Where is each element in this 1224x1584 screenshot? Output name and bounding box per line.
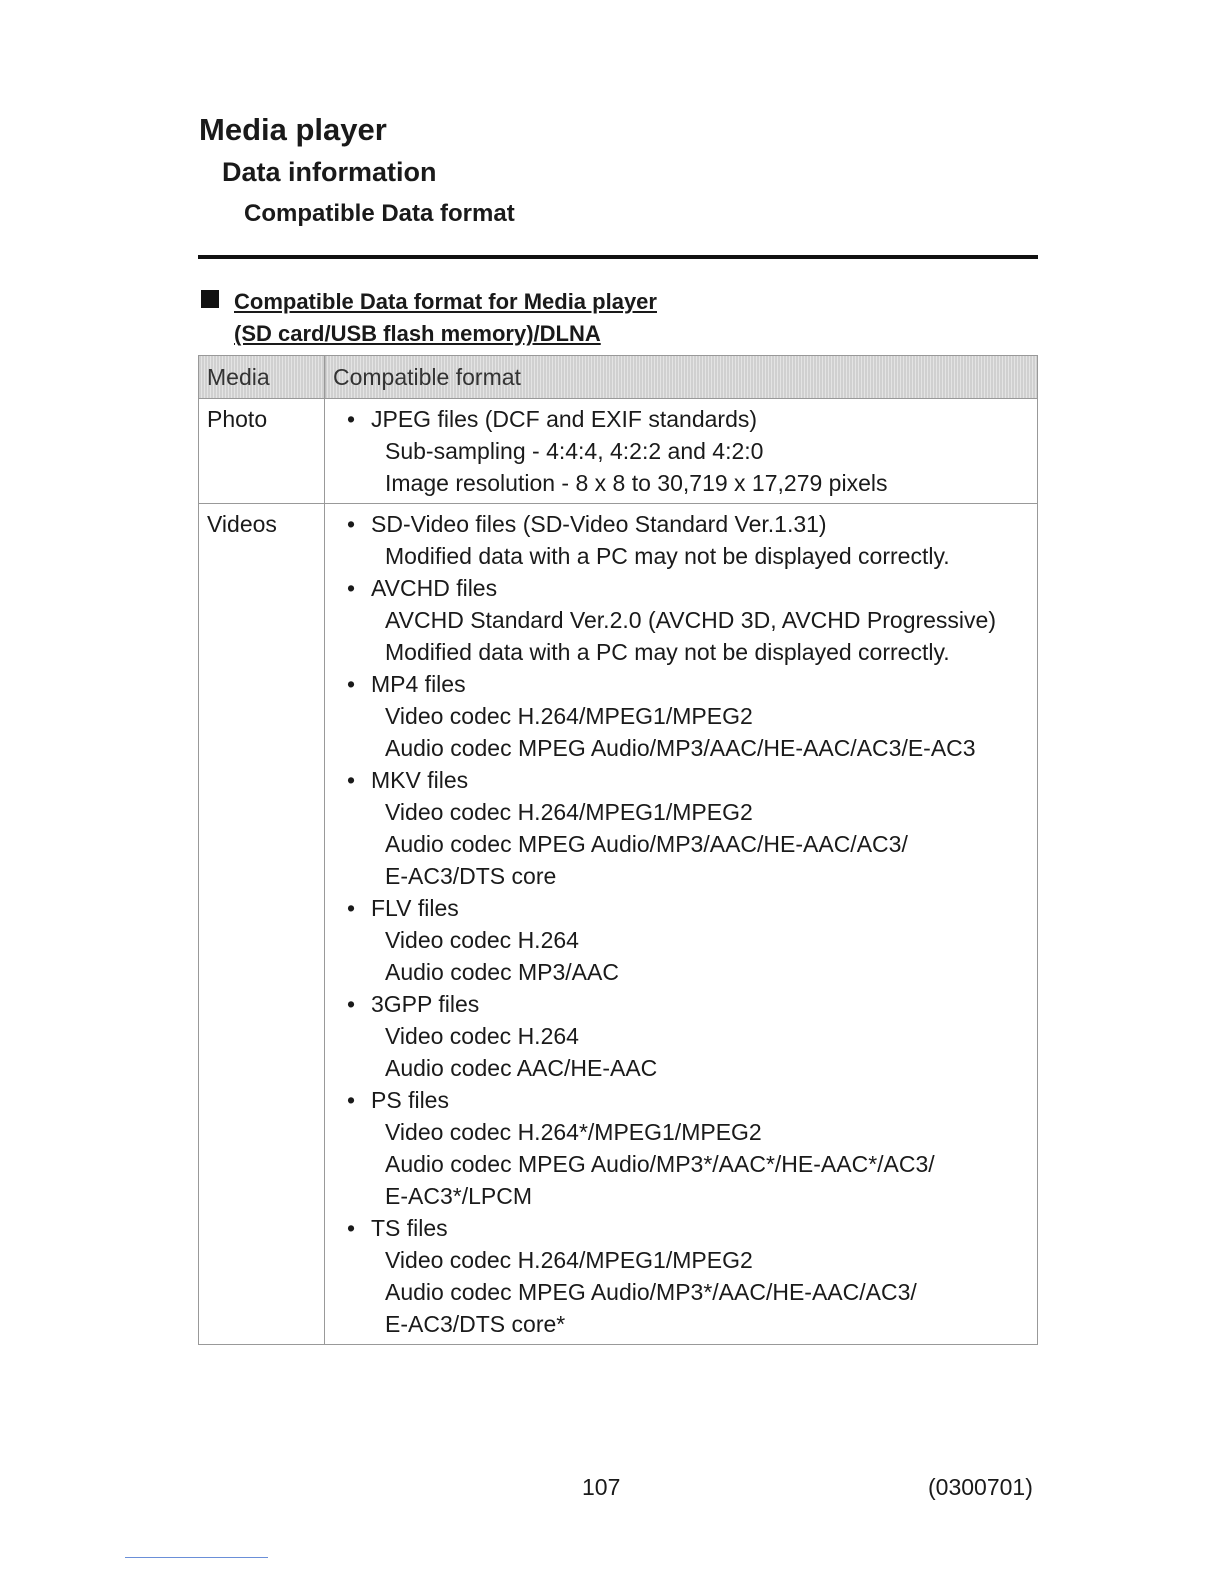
format-item-title: SD-Video files (SD-Video Standard Ver.1.31) [371, 511, 827, 537]
media-cell-photo: Photo [199, 399, 325, 504]
table-row-videos [199, 504, 1038, 1345]
table-caption [234, 286, 657, 350]
page-number: 107 [582, 1474, 621, 1500]
format-item [343, 508, 1029, 572]
format-item [343, 403, 1029, 499]
format-item-detail: Audio codec AAC/HE-AAC [385, 1055, 658, 1081]
section-heading: Data information [222, 157, 437, 187]
format-item [343, 764, 1029, 892]
format-item-detail: Modified data with a PC may not be displayed correctly. [385, 639, 950, 665]
format-item-detail: E-AC3/DTS core* [385, 1311, 566, 1337]
page-title: Media player [199, 112, 387, 147]
format-item-detail: Modified data with a PC may not be displayed correctly. [385, 543, 950, 569]
format-item-title: JPEG files (DCF and EXIF standards) [371, 406, 758, 432]
format-item-detail: Audio codec MPEG Audio/MP3*/AAC*/HE-AAC*/AC3/ [385, 1151, 935, 1177]
table-header-row [199, 356, 1038, 399]
heading-divider [198, 255, 1038, 259]
format-item-title: AVCHD files [371, 575, 498, 601]
video-format-list [333, 508, 1029, 1340]
table-row-photo [199, 399, 1038, 504]
format-item-detail: Video codec H.264 [385, 1023, 579, 1049]
format-item-detail: E-AC3/DTS core [385, 863, 557, 889]
format-item-title: MP4 files [371, 671, 466, 697]
format-item [343, 988, 1029, 1084]
header-media: Media [199, 356, 325, 399]
document-code: (0300701) [928, 1474, 1033, 1500]
format-item [343, 1084, 1029, 1212]
format-item-title: 3GPP files [371, 991, 480, 1017]
format-item-detail: Video codec H.264*/MPEG1/MPEG2 [385, 1119, 762, 1145]
format-item-title: TS files [371, 1215, 448, 1241]
format-item-detail: AVCHD Standard Ver.2.0 (AVCHD 3D, AVCHD Progressive) [385, 607, 996, 633]
format-item-detail: Video codec H.264/MPEG1/MPEG2 [385, 799, 753, 825]
format-item [343, 892, 1029, 988]
header-compatible-format: Compatible format [325, 356, 1038, 399]
square-bullet-icon [201, 290, 219, 308]
table-caption-line-2: (SD card/USB flash memory)/DLNA [234, 321, 601, 346]
format-item-detail: Sub-sampling - 4:4:4, 4:2:2 and 4:2:0 [385, 438, 764, 464]
format-cell-videos [325, 504, 1038, 1345]
format-item-title: FLV files [371, 895, 459, 921]
format-item-detail: Audio codec MPEG Audio/MP3/AAC/HE-AAC/AC3/E-AC3 [385, 735, 976, 761]
format-item-detail: Video codec H.264 [385, 927, 579, 953]
format-cell-photo [325, 399, 1038, 504]
format-item-detail: Video codec H.264/MPEG1/MPEG2 [385, 703, 753, 729]
format-item [343, 668, 1029, 764]
format-item-title: MKV files [371, 767, 469, 793]
subsection-heading: Compatible Data format [244, 200, 515, 227]
format-item-detail: Audio codec MPEG Audio/MP3/AAC/HE-AAC/AC3/ [385, 831, 908, 857]
format-item-detail: Audio codec MPEG Audio/MP3*/AAC/HE-AAC/AC3/ [385, 1279, 917, 1305]
format-item [343, 572, 1029, 668]
format-item-detail: Audio codec MP3/AAC [385, 959, 619, 985]
format-item-title: PS files [371, 1087, 449, 1113]
photo-format-list [333, 403, 1029, 499]
media-cell-videos: Videos [199, 504, 325, 1345]
bottom-rule [125, 1557, 268, 1558]
format-item-detail: Video codec H.264/MPEG1/MPEG2 [385, 1247, 753, 1273]
format-item-detail: E-AC3*/LPCM [385, 1183, 532, 1209]
table-caption-line-1: Compatible Data format for Media player [234, 289, 657, 314]
compatible-format-table [198, 355, 1038, 1345]
format-item-detail: Image resolution - 8 x 8 to 30,719 x 17,279 pixels [385, 470, 888, 496]
format-item [343, 1212, 1029, 1340]
